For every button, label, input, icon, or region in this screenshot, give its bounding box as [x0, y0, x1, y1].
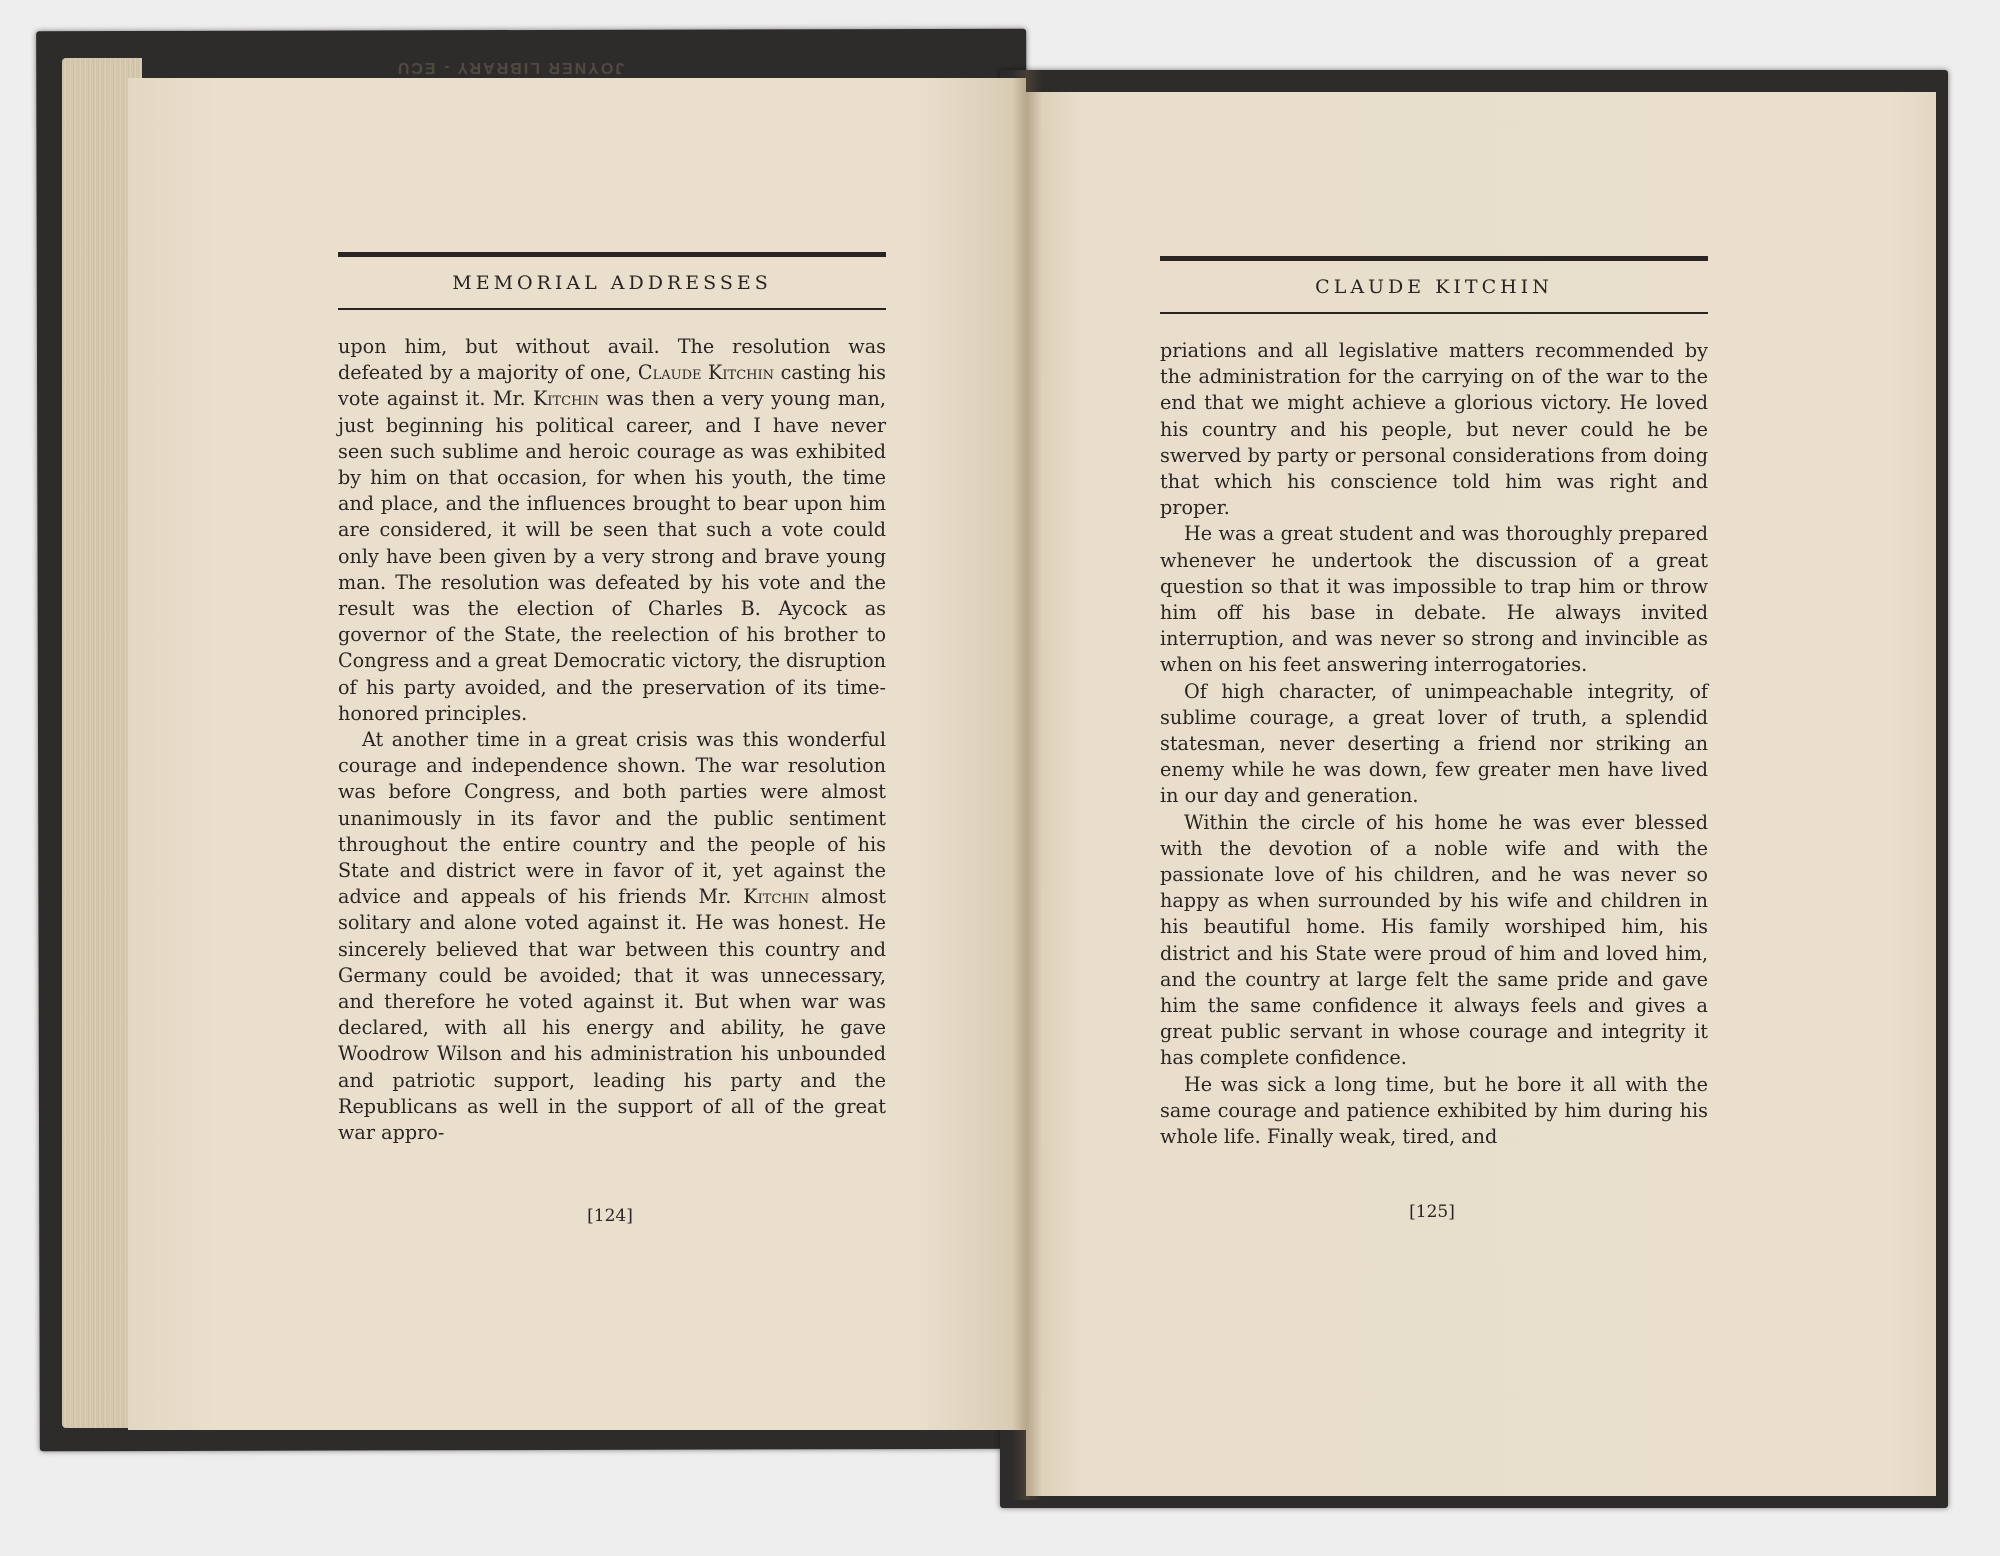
left-page-text — [338, 334, 886, 1146]
text-run: upon him, but without avail. The resolution was defeated by a majority of one, — [338, 335, 886, 385]
text-run: casting his vote against it. Mr. — [338, 361, 887, 411]
paragraph — [338, 727, 886, 1146]
library-edge-stamp: JOYNER LIBRARY - ECU — [395, 59, 625, 76]
paragraph — [1160, 679, 1708, 810]
text-run: He was sick a long time, but he bore it all with the same courage and patience exhibited by him during his whole life. Finally weak, tired, and — [1160, 1072, 1708, 1149]
text-run: was then a very young man, just beginning his political career, and I have never seen such sublime and heroic courage as was exhibited by him on that occasion, for when his youth, the time and place, and the influences brought to bear upon him are considered, it will be seen that such a vote could only have been given by a very strong and brave young man. The resolution was defeated by his vote and the result was the election of Charles B. Aycock as governor of the State, the reelection of his brother to Congress and a great Democratic victory, the disruption of his party avoided, and the preservation of its time-honored principles. — [338, 387, 886, 725]
text-run: He was a great student and was thoroughly prepared whenever he undertook the discussion of a great question so that it was impossible to trap him or throw him off his base in debate. He always invited interruption, and was never so strong and invincible as when on his feet answering interrogatories. — [1160, 522, 1708, 677]
left-head-rule-bottom — [338, 308, 886, 310]
right-running-head: CLAUDE KITCHIN — [1315, 276, 1553, 298]
book-gutter — [1012, 70, 1042, 1500]
right-page-text — [1160, 338, 1708, 1150]
paragraph — [1160, 810, 1708, 1072]
text-run: priations and all legislative matters recommended by the administration for the carrying on of the war to the end that we might achieve a glorious victory. He loved his country and his people, but never could he be swerved by party or personal considerations from doing that which his conscience told him was right and proper. — [1160, 339, 1708, 520]
name-small-caps: Claude Kitchin — [637, 361, 774, 385]
right-head-rule-top — [1160, 256, 1708, 261]
left-page-number: [124] — [587, 1206, 633, 1226]
right-head-rule-bottom — [1160, 312, 1708, 314]
left-head-rule-top — [338, 252, 886, 257]
paragraph — [1160, 1072, 1708, 1151]
name-small-caps: Kitchin — [743, 885, 810, 909]
name-small-caps: Kitchin — [533, 387, 599, 411]
paragraph — [338, 334, 886, 727]
text-run: Within the circle of his home he was ever blessed with the devotion of a noble wife and with the passionate love of his children, and he was never so happy as when surrounded by his wife and children in his beautiful home. His family worshiped him, his district and his State were proud of him and loved him, and the country at large felt the same pride and gave him the same confidence it always feels and gives a great public servant in whose courage and integrity it has complete confidence. — [1160, 810, 1708, 1070]
paragraph — [1160, 338, 1708, 521]
text-run: Of high character, of unimpeachable integrity, of sublime courage, a great lover of truth, a splendid statesman, never deserting a friend nor striking an enemy while he was down, few greater men have lived in our day and generation. — [1160, 679, 1708, 808]
right-page-number: [125] — [1409, 1202, 1455, 1222]
text-run: almost solitary and alone voted against it. He was honest. He sincerely believed that war between this country and Germany could be avoided; that it was unnecessary, and therefore he voted against it. But when war was declared, with all his energy and ability, he gave Woodrow Wilson and his administration his unbounded and patriotic support, leading his party and the Republicans as well in the support of all of the great war appro- — [338, 885, 886, 1145]
text-run: At another time in a great crisis was this wonderful courage and independence shown. The war resolution was before Congress, and both parties were almost unanimously in its favor and the public sentiment throughout the entire country and the people of his State and district were in favor of it, yet against the advice and appeals of his friends Mr. — [338, 728, 886, 909]
left-running-head: MEMORIAL ADDRESSES — [452, 272, 772, 294]
paragraph — [1160, 521, 1708, 678]
